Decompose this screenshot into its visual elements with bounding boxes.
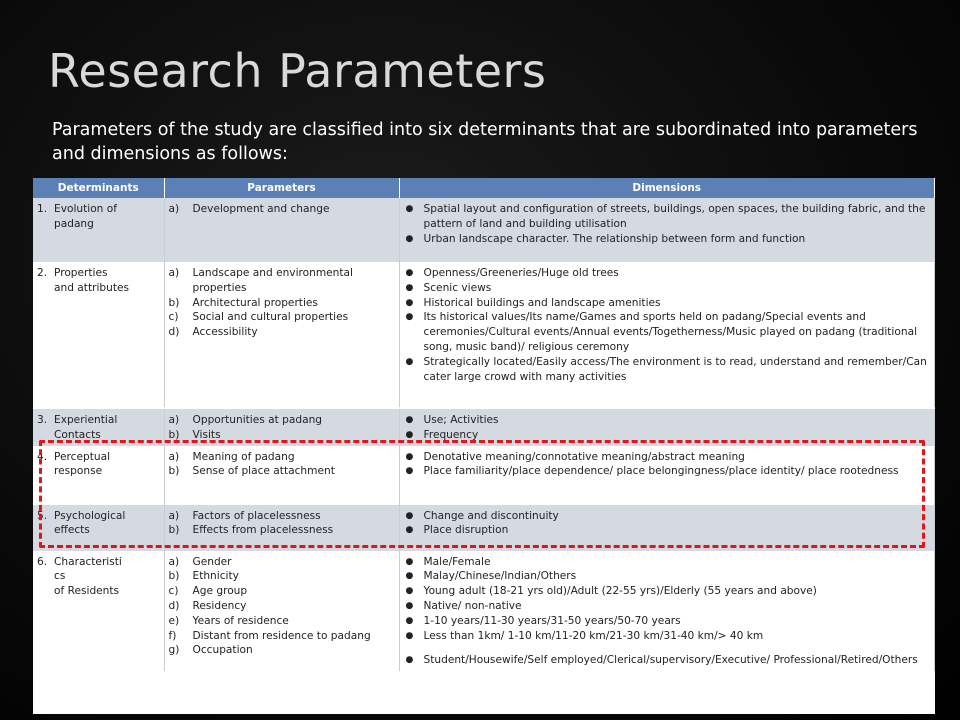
dimensions-cell bbox=[399, 505, 935, 551]
dimension-item bbox=[404, 629, 931, 644]
bullet-icon: ● bbox=[405, 282, 414, 293]
determinant-cell bbox=[33, 446, 164, 505]
header-determinants: Determinants bbox=[33, 178, 164, 198]
dimension-text: Openness/Greeneries/Huge old trees bbox=[423, 267, 619, 279]
dimension-text: Historical buildings and landscape amenities bbox=[423, 296, 661, 309]
parameter-item bbox=[169, 569, 395, 584]
parameters-table-container bbox=[33, 178, 935, 714]
parameter-label: a) bbox=[168, 450, 180, 463]
bullet-icon: ● bbox=[405, 268, 414, 278]
parameter-item bbox=[169, 599, 395, 614]
determinant-label: effects bbox=[54, 524, 90, 537]
dimensions-cell bbox=[399, 198, 935, 262]
dimension-text: Use; Activities bbox=[423, 414, 499, 426]
parameter-text: Effects from placelessness bbox=[192, 524, 334, 537]
dimension-text: Student/Housewife/Self employed/Clerical/supervisory/Executive/ Professional/Retired/Others bbox=[423, 654, 918, 667]
determinant-label: Contacts bbox=[54, 428, 101, 441]
bullet-icon: ● bbox=[405, 655, 414, 666]
dimension-item bbox=[404, 569, 931, 584]
parameter-text: Landscape and environmental properties bbox=[192, 267, 353, 294]
dimension-item bbox=[404, 464, 931, 479]
dimension-item bbox=[404, 555, 931, 570]
parameter-text: Visits bbox=[192, 428, 221, 441]
determinant-number: 2. bbox=[37, 267, 48, 279]
dimension-text: Spatial layout and configuration of streets, buildings, open spaces, the building fabric, and the pattern of land and building utilisation bbox=[423, 203, 926, 230]
dimension-item bbox=[404, 296, 931, 311]
bullet-icon: ● bbox=[405, 571, 414, 582]
determinant-label: cs bbox=[54, 570, 66, 583]
parameters-cell bbox=[164, 505, 399, 551]
parameter-label: b) bbox=[168, 428, 180, 441]
parameter-label: b) bbox=[168, 570, 180, 583]
determinant-label: and attributes bbox=[54, 281, 130, 294]
dimension-item bbox=[404, 653, 931, 668]
determinant-label: Characteristi bbox=[54, 555, 122, 568]
dimension-text: Change and discontinuity bbox=[423, 509, 559, 522]
dimension-text: Native/ non-native bbox=[423, 599, 522, 612]
subtitle: Parameters of the study are classified into six determinants that are subordinated into parameters and dimensions as follows: bbox=[52, 120, 918, 164]
dimension-text: Denotative meaning/connotative meaning/abstract meaning bbox=[423, 450, 745, 463]
parameter-item bbox=[169, 325, 395, 340]
table-row bbox=[33, 262, 935, 408]
parameter-label: b) bbox=[168, 296, 180, 309]
dimension-item bbox=[404, 450, 931, 465]
parameter-item bbox=[169, 202, 395, 217]
table-row bbox=[33, 446, 935, 505]
parameter-item bbox=[169, 555, 395, 570]
dimension-text: Urban landscape character. The relationship between form and function bbox=[423, 232, 806, 245]
parameters-cell bbox=[164, 262, 399, 408]
determinant-label: of Residents bbox=[54, 585, 120, 598]
parameter-text: Architectural properties bbox=[192, 296, 318, 309]
dimension-text: Scenic views bbox=[423, 281, 492, 294]
parameter-item bbox=[169, 296, 395, 311]
parameter-label: a) bbox=[168, 509, 180, 522]
dimension-item bbox=[404, 232, 931, 247]
dimension-text: Frequency bbox=[423, 428, 479, 441]
bullet-icon: ● bbox=[405, 466, 414, 477]
parameters-table bbox=[33, 178, 935, 671]
parameter-label: c) bbox=[168, 311, 179, 324]
parameter-label: a) bbox=[168, 267, 180, 279]
dimension-item bbox=[404, 413, 931, 428]
determinant-cell bbox=[33, 505, 164, 551]
parameter-label: d) bbox=[168, 599, 180, 612]
dimension-item bbox=[404, 523, 931, 538]
determinant-number: 4. bbox=[37, 450, 48, 463]
dimension-text: Malay/Chinese/Indian/Others bbox=[423, 570, 577, 583]
dimension-item bbox=[404, 509, 931, 524]
parameter-label: b) bbox=[168, 524, 180, 537]
table-row bbox=[33, 198, 935, 262]
parameter-item bbox=[169, 464, 395, 479]
determinant-label: Perceptual bbox=[54, 450, 111, 463]
determinant-cell bbox=[33, 262, 164, 408]
parameter-label: f) bbox=[168, 629, 177, 642]
parameter-item bbox=[169, 509, 395, 524]
parameter-text: Opportunities at padang bbox=[192, 414, 323, 426]
parameter-label: b) bbox=[168, 465, 180, 478]
determinant-number: 5. bbox=[37, 509, 48, 522]
dimensions-cell bbox=[399, 262, 935, 408]
table-header-row bbox=[33, 178, 935, 198]
parameter-item bbox=[169, 450, 395, 465]
parameter-item bbox=[169, 643, 395, 658]
bullet-icon: ● bbox=[405, 600, 414, 611]
determinant-label: Evolution of bbox=[54, 203, 117, 215]
table-row bbox=[33, 408, 935, 446]
bullet-icon: ● bbox=[405, 204, 414, 214]
dimension-item bbox=[404, 281, 931, 296]
dimensions-cell bbox=[399, 446, 935, 505]
dimensions-cell bbox=[399, 408, 935, 446]
parameter-label: c) bbox=[168, 585, 179, 598]
dimension-item bbox=[404, 266, 931, 281]
dimension-item bbox=[404, 202, 931, 232]
table-body bbox=[33, 198, 935, 671]
parameter-item bbox=[169, 629, 395, 644]
parameter-item bbox=[169, 523, 395, 538]
parameter-text: Occupation bbox=[192, 644, 253, 657]
determinant-label: padang bbox=[54, 217, 94, 230]
bullet-icon: ● bbox=[405, 630, 414, 641]
dimension-text: Less than 1km/ 1-10 km/11-20 km/21-30 km/31-40 km/> 40 km bbox=[423, 629, 764, 642]
parameter-label: a) bbox=[168, 555, 180, 568]
table-row bbox=[33, 505, 935, 551]
determinant-label: response bbox=[54, 465, 103, 478]
dimension-text: Young adult (18-21 yrs old)/Adult (22-55 yrs)/Elderly (55 years and above) bbox=[423, 585, 817, 598]
bullet-icon: ● bbox=[405, 415, 414, 425]
parameter-text: Ethnicity bbox=[192, 570, 239, 583]
determinant-cell bbox=[33, 198, 164, 262]
dimension-text: Male/Female bbox=[423, 555, 491, 568]
bullet-icon: ● bbox=[405, 510, 414, 521]
determinant-cell bbox=[33, 408, 164, 446]
parameters-cell bbox=[164, 551, 399, 672]
parameter-text: Gender bbox=[192, 555, 232, 568]
dimension-item bbox=[404, 584, 931, 599]
bullet-icon: ● bbox=[405, 297, 414, 308]
parameter-item bbox=[169, 584, 395, 599]
determinant-cell bbox=[33, 551, 164, 672]
header-parameters: Parameters bbox=[164, 178, 399, 198]
dimension-text: Place familiarity/place dependence/ place belongingness/place identity/ place rootedness bbox=[423, 465, 899, 478]
parameters-cell bbox=[164, 446, 399, 505]
dimension-text: 1-10 years/11-30 years/31-50 years/50-70 years bbox=[423, 614, 681, 627]
dimension-item bbox=[404, 310, 931, 354]
parameter-label: d) bbox=[168, 326, 180, 339]
determinant-number: 6. bbox=[37, 555, 48, 568]
list-spacer bbox=[404, 643, 931, 653]
parameters-cell bbox=[164, 408, 399, 446]
parameter-text: Years of residence bbox=[192, 614, 289, 627]
bullet-icon: ● bbox=[405, 312, 414, 323]
parameter-item bbox=[169, 614, 395, 629]
parameter-item bbox=[169, 266, 395, 296]
dimension-item bbox=[404, 428, 931, 443]
bullet-icon: ● bbox=[405, 429, 414, 440]
parameter-text: Age group bbox=[192, 585, 248, 598]
dimension-text: Place disruption bbox=[423, 524, 509, 537]
bullet-icon: ● bbox=[405, 525, 414, 536]
dimension-text: Strategically located/Easily access/The environment is to read, understand and remember/Can cater large crowd with many activities bbox=[423, 355, 927, 383]
parameter-text: Social and cultural properties bbox=[192, 311, 349, 324]
bullet-icon: ● bbox=[405, 586, 414, 597]
determinant-label: Properties bbox=[54, 267, 108, 279]
parameter-text: Distant from residence to padang bbox=[192, 629, 371, 642]
determinant-number: 3. bbox=[37, 414, 48, 426]
dimension-item bbox=[404, 355, 931, 385]
parameters-cell bbox=[164, 198, 399, 262]
bullet-icon: ● bbox=[405, 356, 414, 367]
parameter-text: Residency bbox=[192, 599, 247, 612]
header-dimensions: Dimensions bbox=[399, 178, 935, 198]
bullet-icon: ● bbox=[405, 556, 414, 567]
parameter-text: Sense of place attachment bbox=[192, 465, 335, 478]
dimension-item bbox=[404, 614, 931, 629]
parameter-label: a) bbox=[168, 414, 180, 426]
parameter-label: g) bbox=[168, 644, 180, 657]
parameter-text: Development and change bbox=[192, 203, 330, 215]
parameter-item bbox=[169, 428, 395, 443]
parameter-text: Factors of placelessness bbox=[192, 509, 321, 522]
parameter-text: Accessibility bbox=[192, 326, 258, 339]
determinant-label: Psychological bbox=[54, 509, 126, 522]
parameter-item bbox=[169, 310, 395, 325]
determinant-number: 1. bbox=[37, 203, 48, 215]
parameter-item bbox=[169, 413, 395, 428]
parameter-text: Meaning of padang bbox=[192, 450, 295, 463]
bullet-icon: ● bbox=[405, 615, 414, 626]
parameter-label: e) bbox=[168, 614, 180, 627]
determinant-label: Experiential bbox=[54, 414, 118, 426]
bullet-icon: ● bbox=[405, 451, 414, 462]
dimension-item bbox=[404, 599, 931, 614]
dimension-text: Its historical values/Its name/Games and sports held on padang/Special events and ceremonies/Cultural events/Annual events/Togetherness/Music played on padang (traditional song, music band)/ religious ceremony bbox=[423, 311, 918, 353]
bullet-icon: ● bbox=[405, 233, 414, 244]
parameter-label: a) bbox=[168, 203, 180, 215]
page-title: Research Parameters bbox=[48, 44, 547, 98]
table-row bbox=[33, 551, 935, 672]
dimensions-cell bbox=[399, 551, 935, 672]
